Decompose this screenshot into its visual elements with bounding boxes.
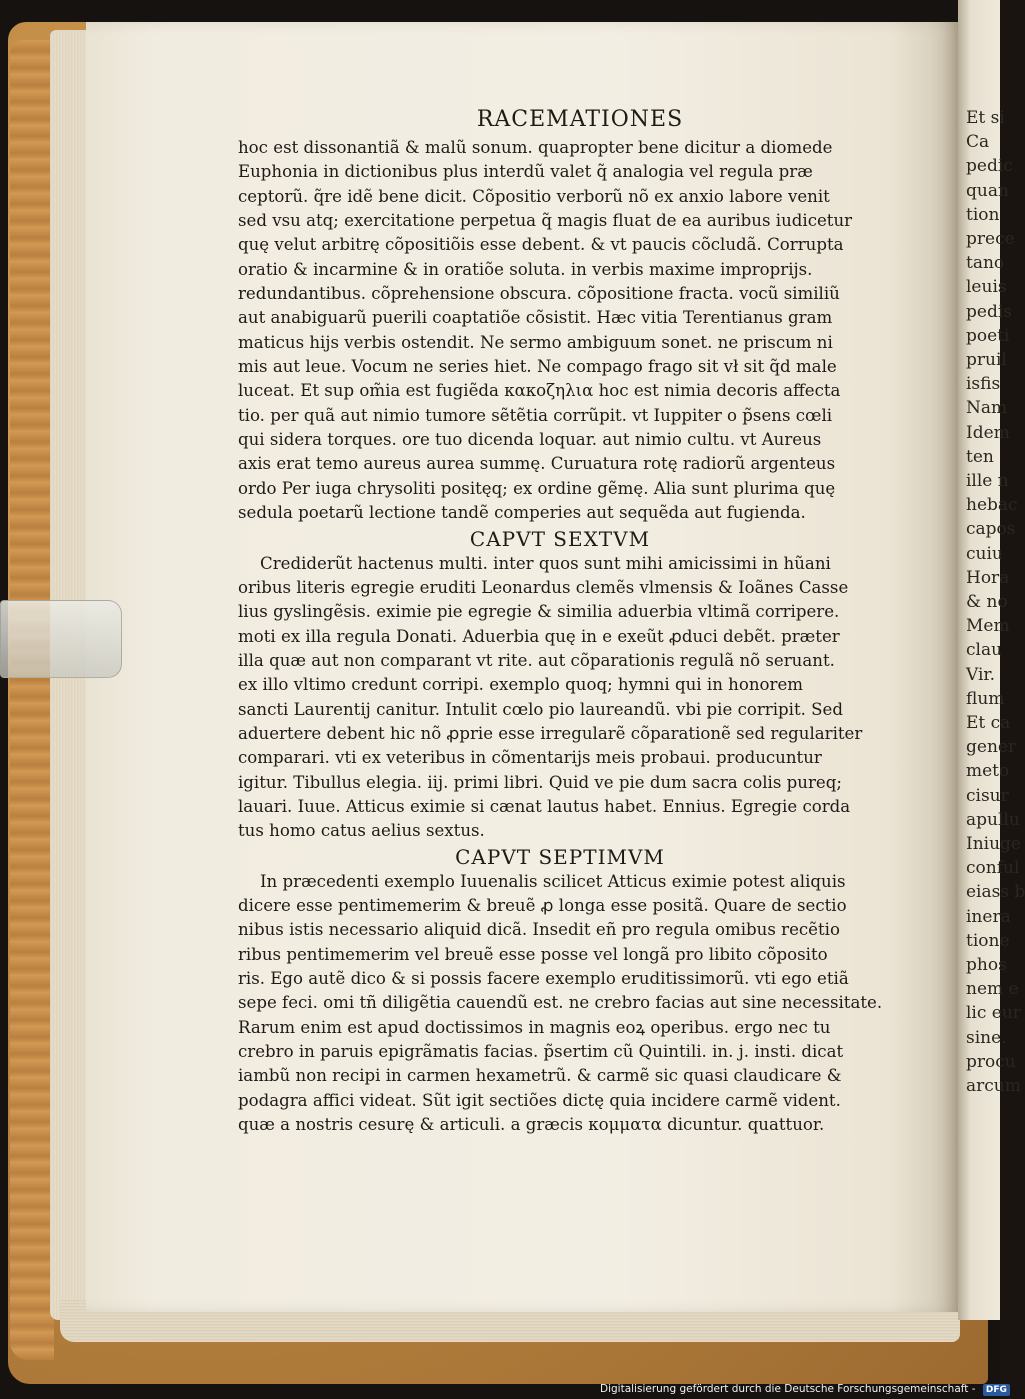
paragraph-block-2 [238, 552, 882, 844]
text-line: hoc est dissonantiã & malũ sonum. quapropter bene dicitur a diomede [238, 138, 833, 157]
text-line: iambũ non recipi in carmen hexametrũ. & carmẽ sic quasi claudicare & [238, 1066, 842, 1086]
text-line: aut anabiguarũ puerili coaptatiõe cõsistit. Hæc vitia Terentianus gram [238, 308, 833, 328]
facing-text-fragment: apullu [966, 809, 1020, 830]
text-line: moti ex illa regula Donati. Aduerbia quę in e exeũt ꝓduci debẽt. præter [238, 626, 840, 646]
text-line: ceptorũ. q̃re idẽ bene dicit. Cõpositio verborũ nõ ex anxio labore venit [238, 186, 830, 206]
text-line: Crediderũt hactenus multi. inter quos sunt mihi amicissimi in hũani [260, 553, 831, 573]
text-line: axis erat temo aureus aurea summę. Curuatura rotę radiorũ argenteus [238, 454, 836, 474]
facing-text-fragment: pedis [966, 301, 1012, 322]
facing-text-fragment: procu [966, 1051, 1016, 1072]
facing-text-fragment: sine. [966, 1027, 1007, 1048]
text-line: ribus pentimemerim vel breuẽ esse posse vel longã pro libito cõposito [238, 944, 828, 964]
text-line: lius gyslingẽsis. eximie pie egregie & similia aduerbia vltimã corripere. [238, 602, 840, 622]
text-line: quæ a nostris cesurę & articuli. a græcis κομματα dicuntur. quattuor. [238, 1115, 825, 1135]
text-line: tus homo catus aelius sextus. [238, 821, 485, 841]
running-head: RACEMATIONES [476, 107, 684, 132]
facing-text-fragment: meto [966, 761, 1010, 782]
facing-text-fragment: pruil [966, 350, 1007, 370]
text-line: podagra affici videat. Sũt igit sectiões dictę quia incidere carmẽ vident. [238, 1090, 841, 1110]
text-line: sed vsu atq; exercitatione perpetua q̃ magis fluat de ea auribus iudicetur [238, 211, 853, 231]
text-line: nibus istis necessario aliquid dicã. Insedit eñ pro regula omibus recẽtio [238, 920, 840, 940]
text-line: sedula poetarũ lectione tandẽ comperies aut sequẽda aut fugienda. [238, 503, 806, 523]
facing-text-fragment: Et si [966, 108, 1005, 128]
text-line: ex illo vltimo credunt corripi. exemplo quoq; hymni qui in honorem [238, 675, 803, 695]
facing-text-fragment: arcum [966, 1076, 1021, 1096]
facing-text-fragment: capos [966, 519, 1016, 540]
text-line: maticus hijs verbis ostendit. Ne sermo ambiguum sonet. ne priscum ni [238, 332, 833, 352]
facing-text-fragment: nem e [966, 979, 1019, 1000]
text-line: lauari. Iuue. Atticus eximie si cænat lautus habet. Ennius. Egregie corda [238, 796, 851, 816]
text-line: aduertere debent hic nõ ꝓprie esse irregularẽ cõparationẽ sed regulariter [238, 723, 863, 743]
facing-text-fragment: pedic [966, 156, 1013, 177]
cover-edge [10, 40, 54, 1360]
text-line: tio. per quã aut nimio tumore sẽtẽtia corrũpit. vt Iuppiter o p̃sens cœli [238, 405, 833, 425]
facing-text-fragment: quan [966, 180, 1009, 201]
chapter-heading-sextum: CAPVT SEXTVM [469, 526, 651, 551]
text-line: Rarum enim est apud doctissimos in magnis eoꝝ operibus. ergo nec tu [238, 1017, 831, 1037]
text-line: oribus literis egregie eruditi Leonardus clemẽs vlmensis & Ioãnes Casse [238, 577, 849, 597]
text-line: sancti Laurentij canitur. Intulit cœlo pio laureandũ. vbi pie corripit. Sed [238, 699, 843, 719]
facing-text-fragment: cuiu [966, 543, 1003, 564]
facing-text-fragment: gener [966, 737, 1017, 758]
facing-page-edge [958, 0, 1025, 1320]
text-line: crebro in paruis epigrãmatis facias. p̃sertim cũ Quintili. in. j. insti. dicat [238, 1042, 844, 1062]
text-line: sepe feci. omi tñ diligẽtia cauendũ est. ne crebro facias aut sine necessitate. [238, 993, 883, 1013]
facing-text-fragment: poeti [966, 325, 1010, 346]
text-line: ordo Per iuga chrysoliti positęq; ex ordine gẽmę. Alia sunt plurima quę [238, 478, 836, 498]
text-line: comparari. vti ex veteribus in cõmentarijs meis probaui. producuntur [238, 748, 822, 768]
facing-text-fragment: cisur [966, 785, 1009, 806]
paragraph-block-1 [238, 136, 882, 526]
facing-text-fragment: leuis [966, 277, 1007, 298]
page-text [238, 104, 882, 1137]
dfg-logo: DFG [983, 1384, 1010, 1396]
text-line: qui sidera torques. ore tuo dicenda loquar. aut nimio cultu. vt Aureus [238, 430, 822, 450]
facing-text-fragment: phos [966, 955, 1007, 975]
facing-text-fragment: inera [966, 906, 1011, 927]
paragraph-block-3 [238, 870, 882, 1138]
facing-text-fragment: tano [966, 253, 1005, 274]
facing-text-fragment: Nam [966, 398, 1008, 419]
text-line: ris. Ego autẽ dico & si possis facere exemplo eruditissimorũ. vti ego etiã [238, 969, 849, 988]
text-line: quę velut arbitrę cõpositiõis esse debent. & vt paucis cõcludã. Corrupta [238, 235, 844, 255]
text-line: igitur. Tibullus elegia. iij. primi libri. Quid ve pie dum sacra colis pureq; [238, 772, 842, 792]
facing-text-fragment: eiass b [966, 882, 1025, 903]
text-line: luceat. Et sup om̃ia est fugiẽda κακοζηλια hoc est nimia decoris affecta [238, 381, 841, 401]
facing-text-fragment: Vir. [966, 664, 996, 685]
text-line: illa quæ aut non comparant vt rite. aut cõparationis regulã nõ seruant. [238, 650, 835, 670]
facing-text-fragment: conful [966, 858, 1020, 879]
facing-text-fragment: lic eur [966, 1003, 1021, 1024]
footer-text: Digitalisierung gefördert durch die Deutsche Forschungsgemeinschaft - [600, 1383, 976, 1395]
text-line: oratio & incarmine & in oratiõe soluta. in verbis maxime improprijs. [238, 259, 813, 279]
facing-text-fragment: hebac [966, 495, 1018, 516]
facing-text-fragment: & no [966, 592, 1008, 612]
facing-text-fragment: tione [966, 930, 1010, 951]
facing-text-fragment: Hora [966, 567, 1010, 588]
text-line: mis aut leue. Vocum ne series hiet. Ne compago frago sit vł sit q̃d male [238, 357, 837, 377]
digitization-footer [600, 1381, 1010, 1397]
facing-text-fragment: ille n [966, 471, 1009, 491]
facing-text-fragment: clau [966, 640, 1003, 661]
facing-text-fragment: prece [966, 229, 1015, 249]
text-line: redundantibus. cõprehensione obscura. cõpositione fracta. vocũ similiũ [238, 284, 840, 304]
facing-text-fragment: isfis [966, 374, 1001, 395]
facing-text-fragment: flum [966, 688, 1005, 709]
page-clip [0, 600, 122, 678]
text-line: Euphonia in dictionibus plus interdũ valet q̃ analogia vel regula præ [238, 162, 813, 182]
facing-text-fragment: Et ca [966, 713, 1011, 733]
text-line: dicere esse pentimemerim & breuẽ ꝓ longa esse positã. Quare de sectio [238, 895, 847, 915]
facing-text-fragment: tion [966, 204, 1000, 225]
facing-text-fragment: Iniuge [966, 834, 1021, 854]
facing-text-fragment: ten [966, 446, 994, 467]
chapter-heading-septimum: CAPVT SEPTIMVM [455, 844, 665, 869]
text-line: In præcedenti exemplo Iuuenalis scilicet Atticus eximie potest aliquis [260, 871, 846, 891]
facing-text-fragment: Ca [966, 132, 990, 153]
facing-text-fragment: Mem [966, 616, 1010, 637]
facing-text-fragment: Idem [966, 422, 1010, 443]
